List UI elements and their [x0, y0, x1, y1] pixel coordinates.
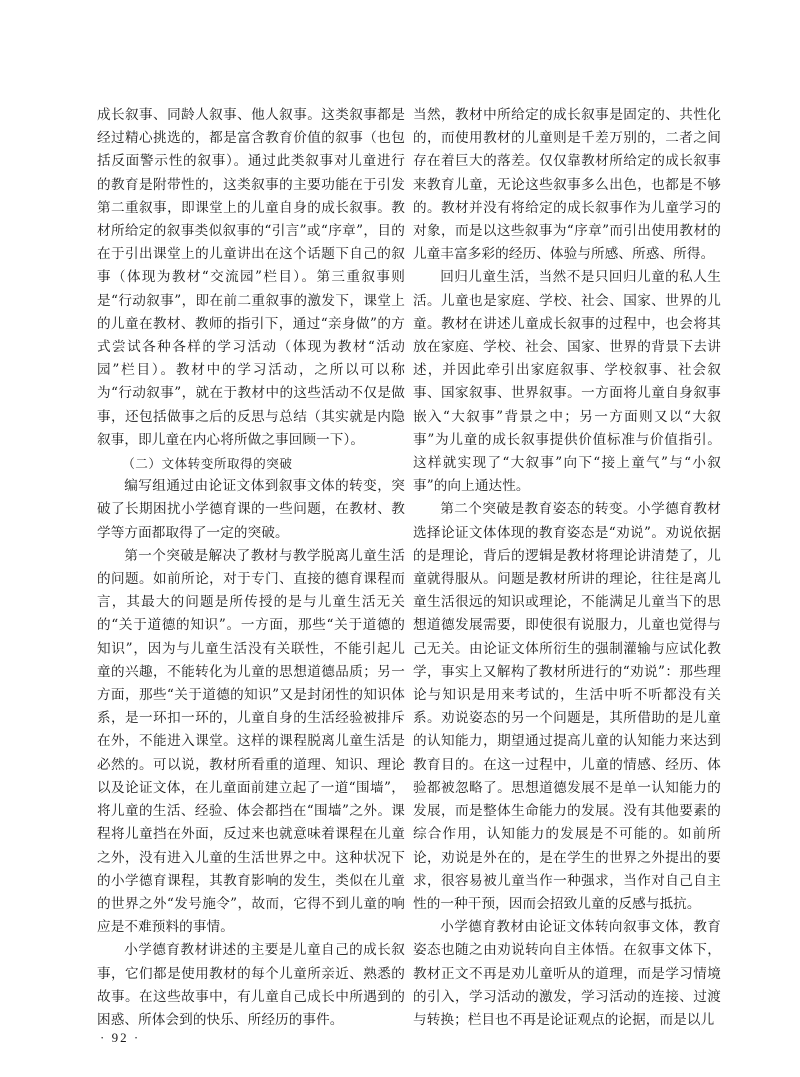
body-paragraph: 编写组通过由论证文体到叙事文体的转变，突破了长期困扰小学德育课的一些问题，在教材、教学等方面都取得了一定的突破。	[97, 478, 405, 541]
body-paragraph: 第二个突破是教育姿态的转变。小学德育教材选择论证文体体现的教育姿态是“劝说”。劝说依据的是理论，背后的逻辑是教材将理论讲清楚了，儿童就得服从。问题是教材所讲的理论，往往是离儿童生活很远的知识或理论，不能满足儿童当下的思想道德发展需要，即使很有说服力，儿童也觉得与己无关。由论证文体所衍生的强制灌输与应试化教学，事实上又解构了教材所进行的“劝说”：那些理论与知识是用来考试的，生活中听不听都没有关系。劝说姿态的另一个问题是，其所借助的是儿童的认知能力，期望通过提高儿童的认知能力来达到教育目的。在这一过程中，儿童的情感、经历、体验都被忽略了。思想道德发展不是单一认知能力的发展，而是整体生命能力的发展。没有其他要素的综合作用，认知能力的发展是不可能的。如前所论，劝说是外在的，是在学生的世界之外提出的要求，很容易被儿童当作一种强求，当作对自己自主性的一种干预，因而会招致儿童的反感与抵抗。	[413, 501, 721, 912]
body-paragraph: 成长叙事、同龄人叙事、他人叙事。这类叙事都是经过精心挑选的，都是富含教育价值的叙事（也包括反面警示性的叙事）。通过此类叙事对儿童进行的教育是附带性的，这类叙事的主要功能在于引发第二重叙事，即课堂上的儿童自身的成长叙事。教材所给定的叙事类似叙事的“引言”或“序章”，目的在于引出课堂上的儿童讲出在这个话题下自己的叙事（体现为教材“交流园”栏目）。第三重叙事则是“行动叙事”，即在前二重叙事的激发下，课堂上的儿童在教材、教师的指引下，通过“亲身做”的方式尝试各种各样的学习活动（体现为教材“活动园”栏目）。教材中的学习活动，之所以可以称为“行动叙事”，就在于教材中的这些活动不仅是做事，还包括做事之后的反思与总结（其实就是内隐叙事，即儿童在内心将所做之事回顾一下）。	[97, 107, 405, 448]
body-paragraph: 第一个突破是解决了教材与教学脱离儿童生活的问题。如前所论，对于专门、直接的德育课程而言，其最大的问题是所传授的是与儿童生活无关的“关于道德的知识”。一方面，那些“关于道德的知识”，因为与儿童生活没有关联性，不能引起儿童的兴趣，不能转化为儿童的思想道德品质；另一方面，那些“关于道德的知识”又是封闭性的知识体系，是一环扣一环的，儿童自身的生活经验被排斥在外，不能进入课堂。这样的课程脱离儿童生活是必然的。可以说，教材所看重的道理、知识、理论以及论证文体，在儿童面前建立起了一道“围墙”，将儿童的生活、经验、体会都挡在“围墙”之外。课程将儿童挡在外面，反过来也就意味着课程在儿童之外，没有进入儿童的生活世界之中。这种状况下的小学德育课程，其教育影响的发生，类似在儿童的世界之外“发号施令”，故而，它得不到儿童的响应是不难预料的事情。	[97, 547, 405, 936]
body-paragraph: 当然，教材中所给定的成长叙事是固定的、共性化的，而使用教材的儿童则是千差万别的，二者之间存在着巨大的落差。仅仅靠教材所给定的成长叙事来教育儿童，无论这些叙事多么出色，也都是不够的。教材并没有将给定的成长叙事作为儿童学习的对象，而是以这些叙事为“序章”而引出使用教材的儿童丰富多彩的经历、体验与所感、所惑、所得。	[413, 107, 721, 263]
section-heading: （二）文体转变所取得的突破	[122, 456, 293, 472]
body-paragraph: 回归儿童生活，当然不是只回归儿童的私人生活。儿童也是家庭、学校、社会、国家、世界的儿童。教材在讲述儿童成长叙事的过程中，也会将其放在家庭、学校、社会、国家、世界的背景下去讲述，并因此牵引出家庭叙事、学校叙事、社会叙事、国家叙事、世界叙事。一方面将儿童自身叙事嵌入“大叙事”背景之中；另一方面则又以“大叙事”为儿童的成长叙事提供价值标准与价值指引。这样就实现了“大叙事”向下“接上童气”与“小叙事”的向上通达性。	[413, 269, 721, 495]
body-paragraph: 小学德育教材由论证文体转向叙事文体，教育姿态也随之由劝说转向自主体悟。在叙事文体下，教材正文不再是劝儿童听从的道理，而是学习情境的引入，学习活动的激发，学习活动的连接、过渡与转换；栏目也不再是论证观点的论据，而是以儿	[413, 919, 721, 1028]
left-column	[97, 104, 405, 1032]
body-paragraph: 小学德育教材讲述的主要是儿童自己的成长叙事，它们都是使用教材的每个儿童所亲近、熟悉的故事。在这些故事中，有儿童自己成长中所遇到的困惑、所体会到的快乐、所经历的事件。	[97, 942, 405, 1028]
right-column	[413, 104, 721, 1032]
page-number: · 92 ·	[100, 1030, 141, 1045]
